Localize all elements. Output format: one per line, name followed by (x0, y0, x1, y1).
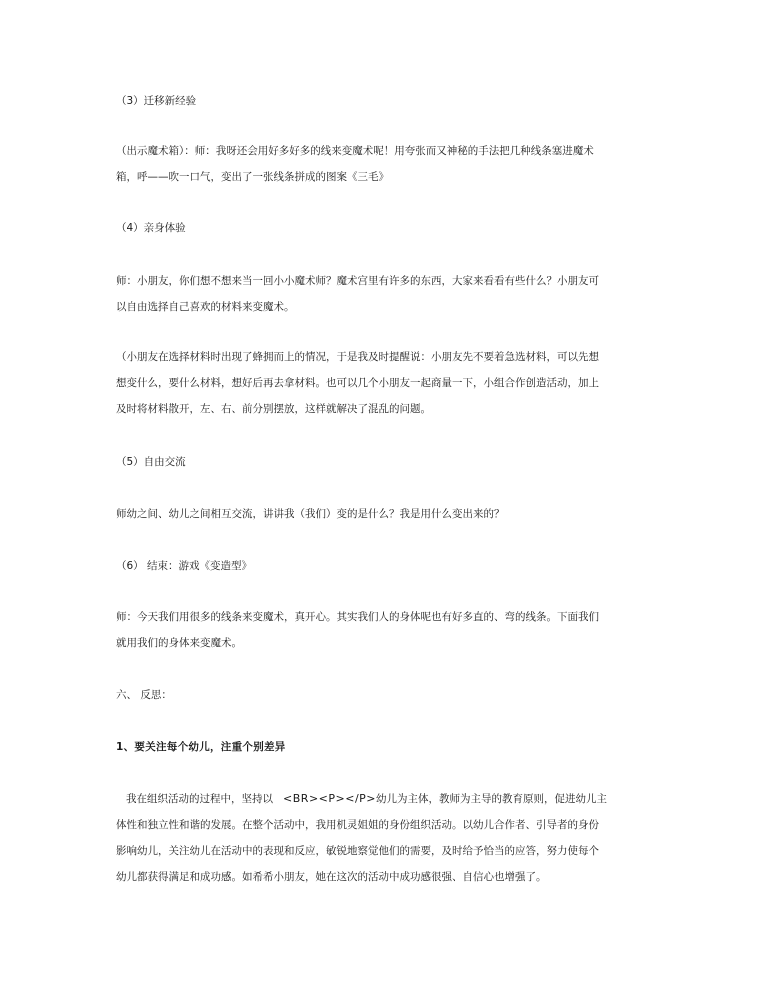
section-4-body (116, 268, 656, 320)
section-6-heading: （6） 结束：游戏《变造型》 (116, 560, 253, 572)
section-6-body-line: 师：今天我们用很多的线条来变魔术，真开心。其实我们人的身体呢也有好多直的、弯的线条。下面我们 (116, 611, 599, 623)
reflection-1-suffix: 幼儿为主体，教师为主导的教育原则，促进幼儿主 (376, 793, 607, 805)
section-4-heading: （4）亲身体验 (116, 222, 186, 234)
section-4-note-line: （小朋友在选择材料时出现了蜂拥而上的情况，于是我及时提醒说：小朋友先不要着急选材料，可以先想 (116, 351, 599, 363)
reflection-1-body (116, 786, 656, 890)
section-4-note-line: 及时将材料散开，左、右、前分别摆放，这样就解决了混乱的问题。 (116, 403, 431, 415)
section-4-note-line: 想变什么，要什么材料，想好后再去拿材料。也可以几个小朋友一起商量一下，小组合作创造活动，加上 (116, 377, 599, 389)
part-6-heading: 六、 反思： (116, 689, 172, 701)
html-tag-text: <BR><P></P> (283, 792, 376, 805)
reflection-1-body-line: 体性和独立性和谐的发展。在整个活动中，我用机灵姐姐的身份组织活动。以幼儿合作者、引导者的身份 (116, 819, 599, 831)
section-4-body-line: 以自由选择自己喜欢的材料来变魔术。 (116, 301, 295, 313)
section-6-body-line: 就用我们的身体来变魔术。 (116, 637, 242, 649)
reflection-1-heading: 1、要关注每个幼儿，注重个别差异 (116, 741, 286, 753)
section-3-body-line: （出示魔术箱）：师：我呀还会用好多好多的线来变魔术呢！用夸张而又神秘的手法把几种线条塞进魔术 (116, 145, 594, 157)
section-5-body: 师幼之间、幼儿之间相互交流，讲讲我（我们）变的是什么？我是用什么变出来的？ (116, 508, 505, 520)
reflection-1-body-line: 影响幼儿，关注幼儿在活动中的表现和反应，敏锐地察觉他们的需要，及时给予恰当的应答，努力使每个 (116, 845, 599, 857)
section-3-body-line: 箱，呼——吹一口气，变出了一张线条拼成的图案《三毛》 (116, 171, 389, 183)
section-4-body-line: 师：小朋友，你们想不想来当一回小小魔术师？魔术宫里有许多的东西，大家来看看有些什么？小朋友可 (116, 275, 599, 287)
section-3-heading: （3）迁移新经验 (116, 95, 197, 107)
section-3-body (116, 138, 656, 190)
reflection-1-body-line: 幼儿都获得满足和成功感。如希希小朋友，她在这次的活动中成功感很强、自信心也增强了。 (116, 871, 547, 883)
section-4-note (116, 344, 656, 422)
reflection-1-body-line (116, 786, 656, 812)
section-5-heading: （5）自由交流 (116, 456, 186, 468)
reflection-1-prefix: 我在组织活动的过程中，坚持以 (116, 793, 284, 805)
section-6-body (116, 604, 656, 656)
